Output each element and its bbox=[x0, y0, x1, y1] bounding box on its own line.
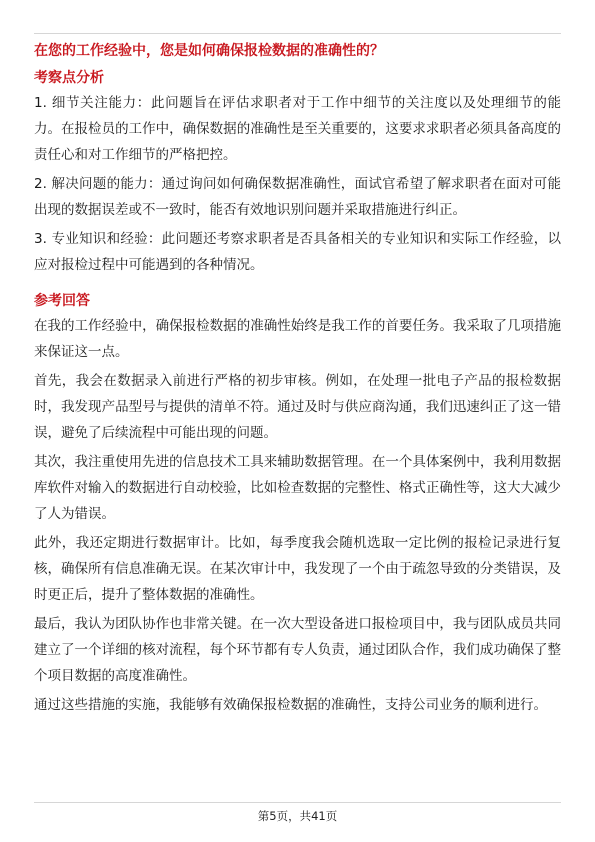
question-title: 在您的工作经验中，您是如何确保报检数据的准确性的？ bbox=[34, 43, 384, 59]
answer-paragraph: 在我的工作经验中，确保报检数据的准确性始终是我工作的首要任务。我采取了几项措施来保证这一点。 bbox=[34, 318, 561, 360]
bottom-divider bbox=[34, 802, 561, 803]
answer-heading: 参考回答 bbox=[34, 293, 90, 309]
answer-paragraph: 首先，我会在数据录入前进行严格的初步审核。例如，在处理一批电子产品的报检数据时，我发现产品型号与提供的清单不符。通过及时与供应商沟通，我们迅速纠正了这一错误，避免了后续流程中可能出现的问题。 bbox=[34, 373, 561, 441]
page-number: 第5页，共41页 bbox=[257, 809, 338, 823]
answer-paragraph: 通过这些措施的实施，我能够有效确保报检数据的准确性，支持公司业务的顺利进行。 bbox=[34, 697, 547, 713]
answer-paragraph: 最后，我认为团队协作也非常关键。在一次大型设备进口报检项目中，我与团队成员共同建立了一个详细的核对流程，每个环节都有专人负责，通过团队合作，我们成功确保了整个项目数据的高度准确性。 bbox=[34, 616, 561, 684]
answer-paragraph: 其次，我注重使用先进的信息技术工具来辅助数据管理。在一个具体案例中，我利用数据库软件对输入的数据进行自动校验，比如检查数据的完整性、格式正确性等，这大大减少了人为错误。 bbox=[34, 454, 561, 522]
answer-paragraph: 此外，我还定期进行数据审计。比如，每季度我会随机选取一定比例的报检记录进行复核，确保所有信息准确无误。在某次审计中，我发现了一个由于疏忽导致的分类错误，及时更正后，提升了整体数据的准确性。 bbox=[34, 535, 561, 603]
analysis-item: 3. 专业知识和经验：此问题还考察求职者是否具备相关的专业知识和实际工作经验，以应对报检过程中可能遇到的各种情况。 bbox=[34, 231, 561, 273]
analysis-item: 1. 细节关注能力：此问题旨在评估求职者对于工作中细节的关注度以及处理细节的能力。在报检员的工作中，确保数据的准确性是至关重要的，这要求求职者必须具备高度的责任心和对工作细节的严格把控。 bbox=[34, 95, 561, 163]
analysis-heading: 考察点分析 bbox=[34, 70, 104, 86]
analysis-item: 2. 解决问题的能力：通过询问如何确保数据准确性，面试官希望了解求职者在面对可能出现的数据误差或不一致时，能否有效地识别问题并采取措施进行纠正。 bbox=[34, 176, 561, 218]
top-divider bbox=[34, 33, 561, 34]
document-body bbox=[34, 40, 561, 721]
